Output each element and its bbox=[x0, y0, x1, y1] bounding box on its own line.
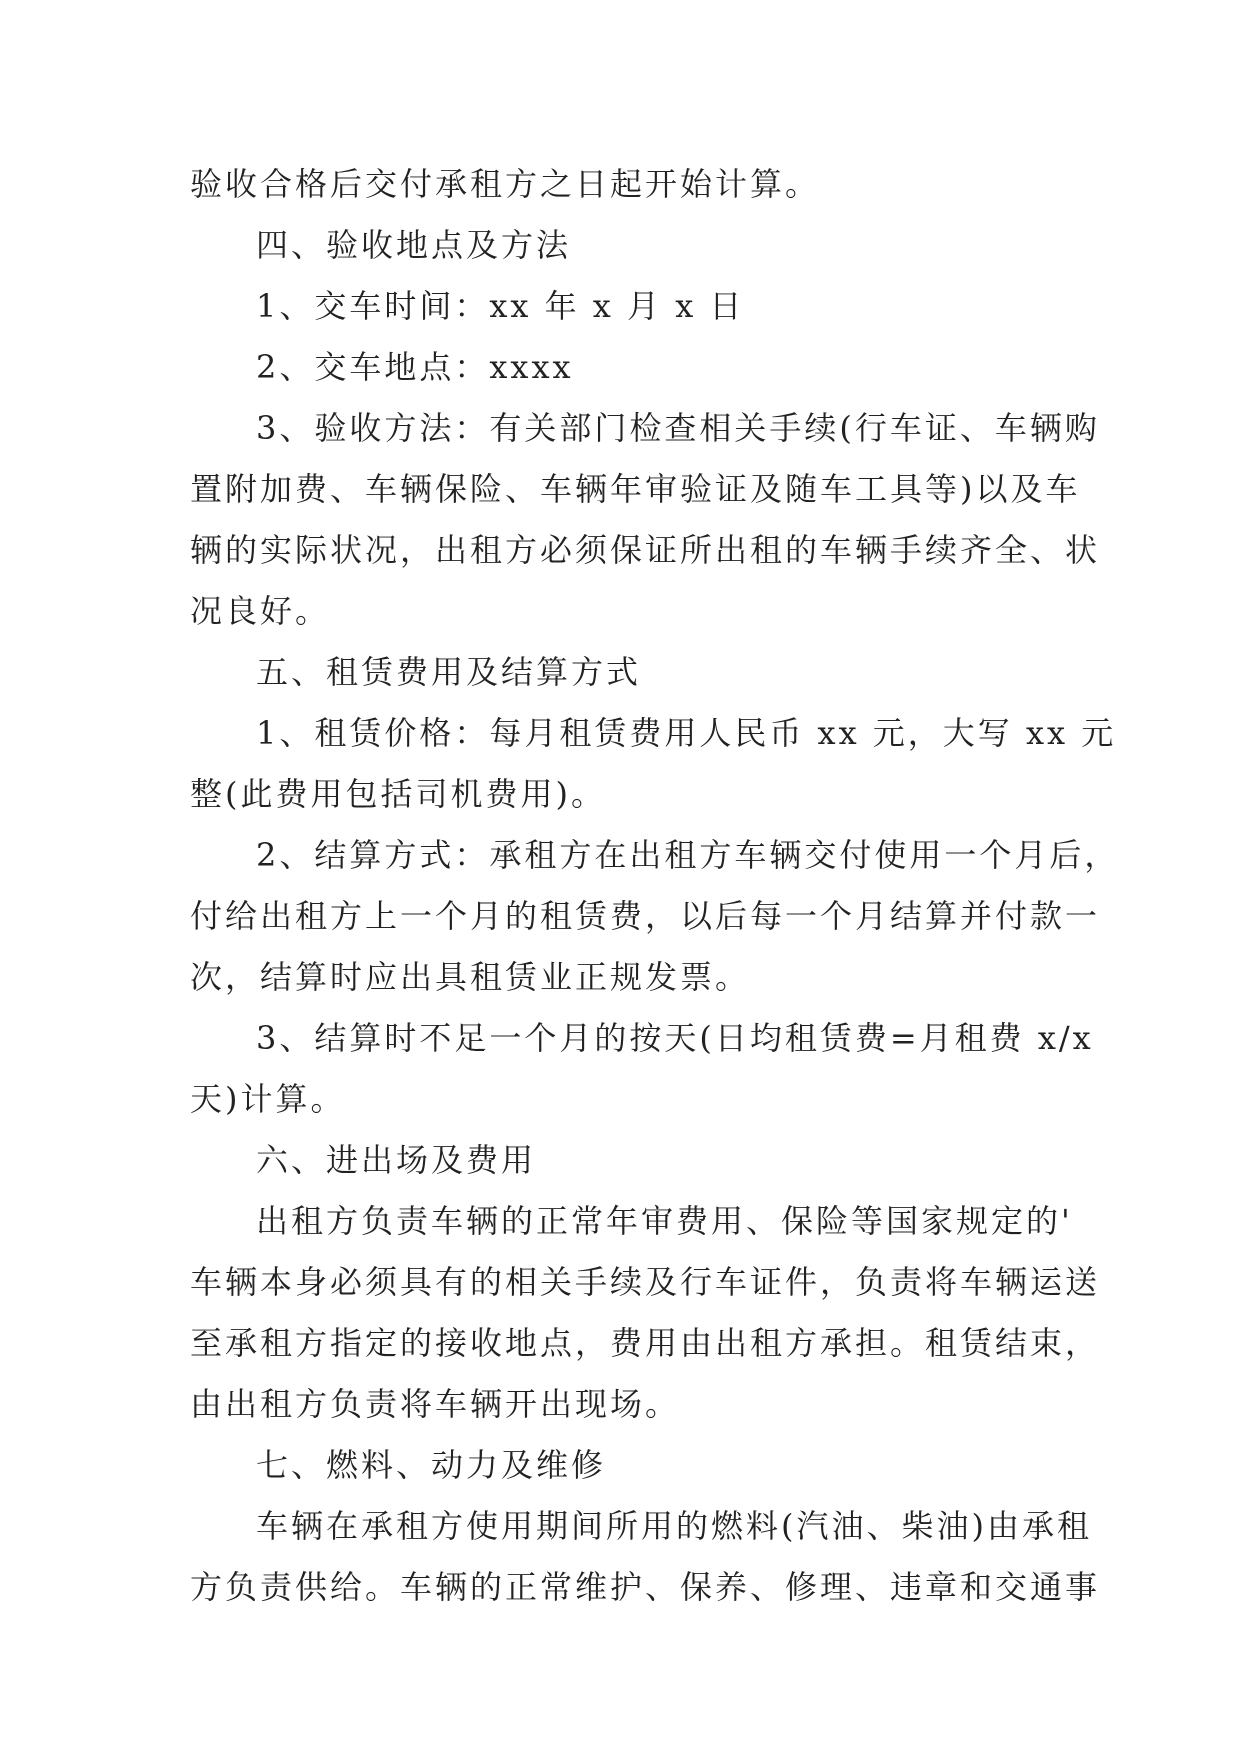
text-line: 由出租方负责将车辆开出现场。 bbox=[190, 1385, 681, 1423]
list-item: 3、验收方法：有关部门检查相关手续(行车证、车辆购 bbox=[256, 409, 1100, 447]
section-heading-4: 四、验收地点及方法 bbox=[256, 226, 572, 264]
text-line: 至承租方指定的接收地点，费用由出租方承担。租赁结束， bbox=[190, 1324, 1101, 1362]
paragraph-start: 车辆在承租方使用期间所用的燃料(汽油、柴油)由承租 bbox=[256, 1507, 1092, 1545]
list-item: 1、租赁价格：每月租赁费用人民币 xx 元，大写 xx 元 bbox=[256, 714, 1117, 752]
text-line: 验收合格后交付承租方之日起开始计算。 bbox=[190, 165, 821, 203]
list-item: 2、结算方式：承租方在出租方车辆交付使用一个月后， bbox=[256, 836, 1120, 874]
list-item: 3、结算时不足一个月的按天(日均租赁费=月租费 x/x bbox=[256, 1019, 1094, 1057]
text-line: 方负责供给。车辆的正常维护、保养、修理、违章和交通事 bbox=[190, 1568, 1101, 1606]
text-line: 况良好。 bbox=[190, 592, 331, 630]
section-heading-7: 七、燃料、动力及维修 bbox=[256, 1446, 607, 1484]
list-item: 1、交车时间：xx 年 x 月 x 日 bbox=[256, 287, 745, 325]
text-line: 车辆本身必须具有的相关手续及行车证件，负责将车辆运送 bbox=[190, 1263, 1101, 1301]
text-line: 整(此费用包括司机费用)。 bbox=[190, 775, 606, 813]
section-heading-5: 五、租赁费用及结算方式 bbox=[256, 653, 642, 691]
section-heading-6: 六、进出场及费用 bbox=[256, 1141, 537, 1179]
list-item: 2、交车地点：xxxx bbox=[256, 348, 574, 386]
text-line: 次，结算时应出具租赁业正规发票。 bbox=[190, 958, 751, 996]
text-line: 天)计算。 bbox=[190, 1080, 346, 1118]
document-body bbox=[190, 154, 1120, 1618]
paragraph-start: 出租方负责车辆的正常年审费用、保险等国家规定的' bbox=[256, 1202, 1073, 1240]
text-line: 置附加费、车辆保险、车辆年审验证及随车工具等)以及车 bbox=[190, 470, 1081, 508]
text-line: 付给出租方上一个月的租赁费，以后每一个月结算并付款一 bbox=[190, 897, 1101, 935]
text-line: 辆的实际状况，出租方必须保证所出租的车辆手续齐全、状 bbox=[190, 531, 1101, 569]
